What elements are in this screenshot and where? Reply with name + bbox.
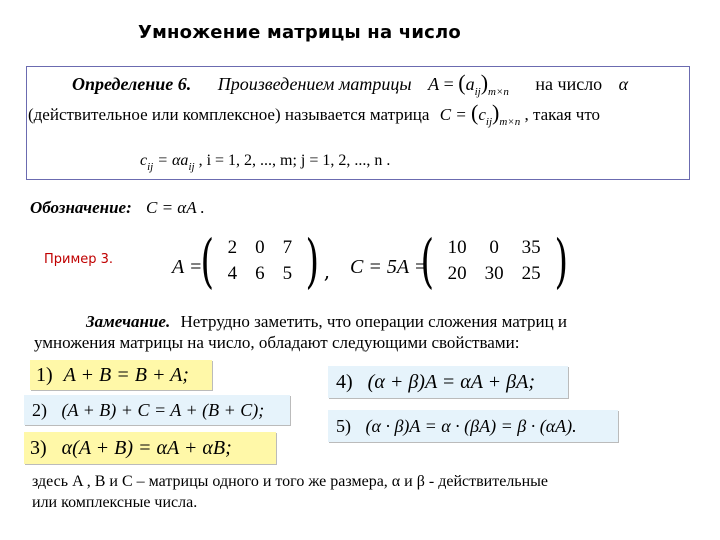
definition-line-1: Определение 6. Произведением матрицы $A = (a_{ij})_{m\times n}$ на число α: [72, 70, 629, 98]
property-2: 2) (A + B) + C = A + (B + C);: [24, 395, 290, 425]
footer-line-1: здесь A , B и C – матрицы одного и того же размера, α и β - действительные: [32, 473, 549, 490]
property-5: 5) (α · β)A = α · (βA) = β · (αA).: [328, 410, 618, 442]
slide-title: Умножение матрицы на число: [138, 22, 461, 43]
definition-label: Определение 6.: [72, 74, 192, 94]
footer-line-2: или комплексные числа.: [32, 494, 198, 511]
definition-text-1: Произведением матрицы: [217, 74, 412, 94]
matrix-c-name: C = 5A =: [350, 256, 428, 278]
definition-tail-1: на число: [535, 74, 603, 94]
matrix-a-name: A =: [172, 256, 203, 278]
definition-formula: $c_{ij} = \alpha a_{ij}$ , i = 1, 2, ..., m; j = 1, 2, ..., n .: [140, 152, 391, 173]
remark-line-1: Замечание. Нетрудно заметить, что операции сложения матриц и: [86, 312, 568, 331]
definition-matrix-name: A: [428, 74, 440, 94]
definition-text-2: (действительное или комплексное) называется матрица: [28, 105, 430, 124]
property-1: 1) A + B = B + A;: [30, 360, 212, 390]
example-label: Пример 3.: [44, 252, 114, 267]
matrix-c: ( 10 0 35 20 30 25 ): [420, 227, 568, 295]
matrix-a: ( 2 0 7 4 6 5 ) ,: [200, 227, 331, 295]
definition-line-2: (действительное или комплексное) называется матрица $C = (c_{ij})_{m\times n}$ , такая что: [28, 100, 601, 128]
remark-line-2: умножения матрицы на число, обладают следующими свойствами:: [34, 333, 520, 352]
remark-label: Замечание.: [86, 312, 171, 331]
property-4: 4) (α + β)A = αA + βA;: [328, 366, 568, 398]
property-3: 3) α(A + B) = αA + αB;: [24, 432, 276, 464]
notation-formula: C = αA .: [145, 198, 205, 217]
notation: [30, 198, 205, 218]
definition-elem: a: [465, 74, 475, 94]
notation-label: Обозначение:: [30, 198, 132, 217]
